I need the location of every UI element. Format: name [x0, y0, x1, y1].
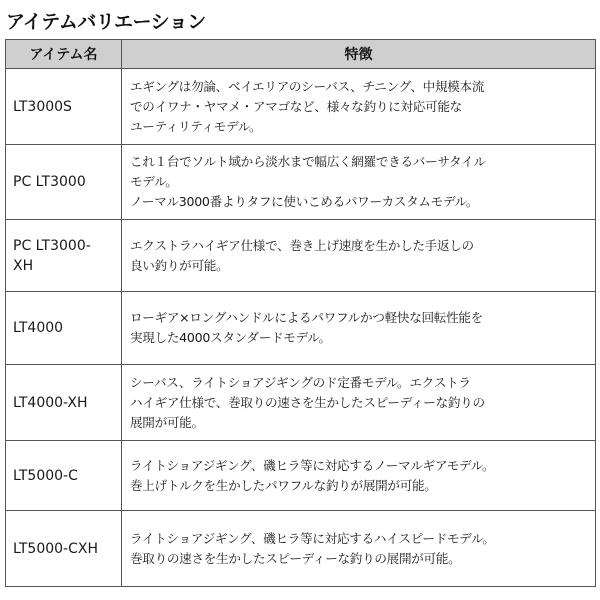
item-name-line: PC LT3000- [13, 237, 91, 254]
header-feature: 特徴 [122, 40, 596, 69]
feature-line: 巻上げトルクを生かしたパワフルな釣りが展開が可能。 [130, 477, 437, 493]
feature-line: これ１台でソルト域から淡水まで幅広く網羅できるバーサタイル [130, 154, 486, 169]
feature-line: でのイワナ・ヤマメ・アマゴなど、様々な釣りに対応可能な [130, 98, 462, 114]
feature-line: エギングは勿論、ベイエリアのシーバス、チニング、中規模本流 [130, 78, 485, 94]
table-row [6, 441, 596, 511]
table-row [6, 220, 596, 292]
title-bar [0, 0, 600, 40]
feature-line: ライトショアジギング、磯ヒラ等に対応するノーマルギアモデル。 [130, 457, 495, 473]
item-name-line: XH [13, 257, 34, 274]
item-feature [122, 292, 596, 365]
feature-line: ノーマル3000番よりタフに使いこめるパワーカスタムモデル。 [130, 194, 479, 209]
feature-line: ライトショアジギング、磯ヒラ等に対応するハイスピードモデル。 [130, 530, 495, 546]
table-row [6, 69, 596, 145]
item-feature [122, 145, 596, 220]
item-name: PC LT3000 [6, 145, 122, 220]
feature-line: ローギア×ロングハンドルによるパワフルかつ軽快な回転性能を [130, 310, 483, 325]
item-feature [122, 441, 596, 511]
item-name: LT5000-C [6, 441, 122, 511]
feature-line: ユーティリティモデル。 [130, 118, 262, 134]
table-row [6, 292, 596, 365]
feature-line: シーバス、ライトショアジギングのド定番モデル。エクストラ [130, 374, 471, 390]
feature-line: ハイギア仕様で、巻取りの速さを生かしたスピーディーな釣りの [130, 394, 485, 410]
feature-line: 巻取りの速さを生かしたスピーディーな釣りの展開が可能。 [130, 550, 461, 566]
table-row [6, 365, 596, 441]
page-title: アイテムバリエーション [6, 11, 206, 33]
item-name: LT3000S [6, 69, 122, 145]
item-feature [122, 220, 596, 292]
table-row [6, 145, 596, 220]
item-variation-table [5, 39, 596, 587]
table-header-row [6, 40, 596, 69]
item-name: LT5000-CXH [6, 511, 122, 587]
feature-line: 実現した4000スタンダードモデル。 [130, 330, 331, 345]
item-name [6, 220, 122, 292]
item-feature [122, 69, 596, 145]
feature-line: モデル。 [130, 174, 178, 189]
feature-line: エクストラハイギア仕様で、巻き上げ速度を生かした手返しの [130, 237, 474, 253]
item-feature [122, 365, 596, 441]
item-feature [122, 511, 596, 587]
feature-line: 展開が可能。 [130, 414, 204, 430]
table-row [6, 511, 596, 587]
feature-line: 良い釣りが可能。 [130, 257, 229, 273]
item-name: LT4000-XH [6, 365, 122, 441]
header-item-name: アイテム名 [6, 40, 122, 69]
item-name: LT4000 [6, 292, 122, 365]
